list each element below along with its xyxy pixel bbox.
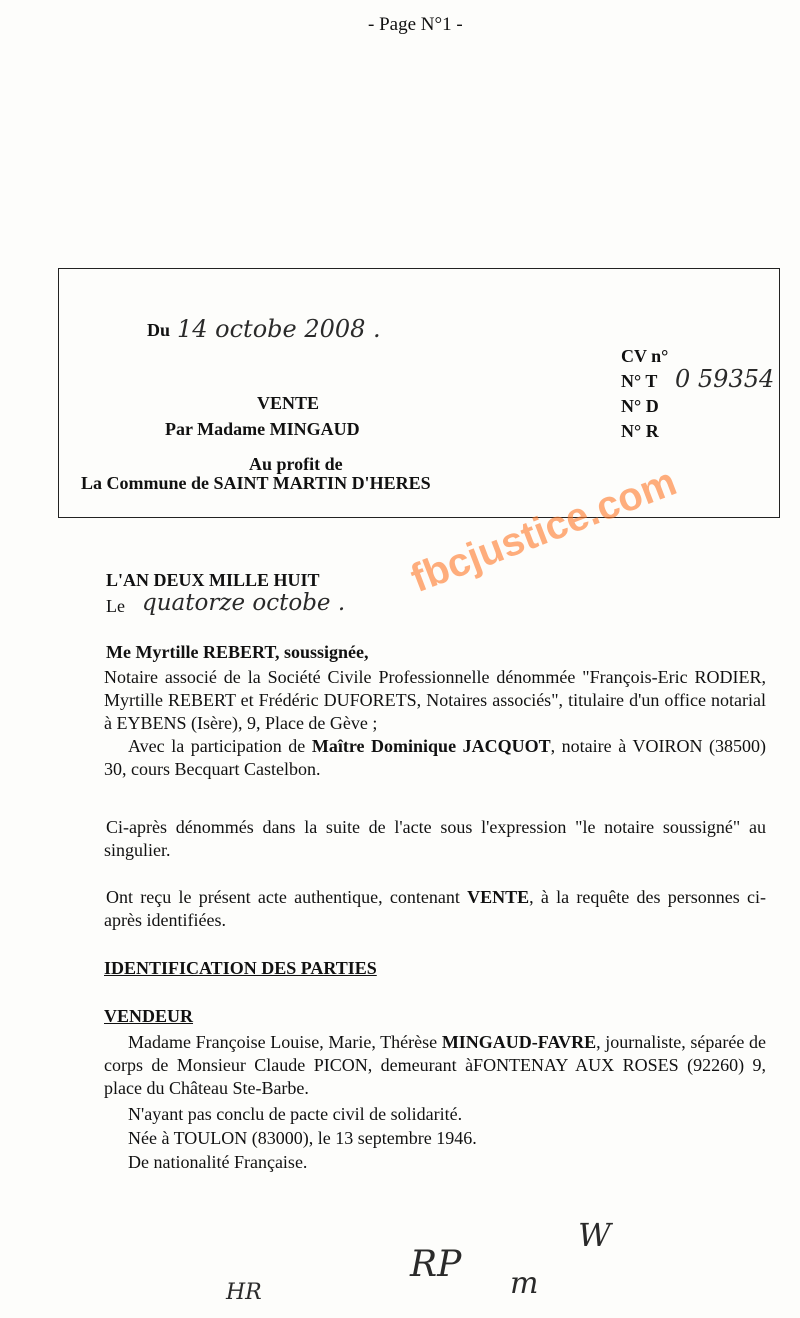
page-number: - Page N°1 - — [368, 14, 463, 35]
ref-nt: N° T — [621, 371, 658, 391]
receipt-keyword: VENTE — [467, 887, 530, 907]
participation-suffix: , notaire à VOIRON (38500) 30, cours Becquart Castelbon. — [104, 736, 766, 779]
notary-description: Notaire associé de la Société Civile Professionnelle dénommée "François-Eric RODIER, Myrtille REBERT et Frédéric DUFORETS, Notaires associés", titulaire d'un office notarial à EYBENS (Isère), 9, Place de Gève ; — [104, 667, 766, 733]
ref-nd: N° D — [621, 396, 659, 416]
seller-birth: Née à TOULON (83000), le 13 septembre 1946. — [128, 1128, 477, 1148]
seller-surname: MINGAUD-FAVRE — [441, 1032, 597, 1052]
ref-nt-handwritten: 0 59354 — [675, 365, 775, 393]
designation-paragraph: Ci-après dénommés dans la suite de l'acte sous l'expression "le notaire soussigné" au singulier. — [104, 817, 766, 860]
initials-hr: HR — [226, 1280, 262, 1305]
seller-heading: VENDEUR — [104, 1006, 194, 1026]
deed-year: L'AN DEUX MILLE HUIT — [106, 570, 320, 590]
seller-details: , journaliste, séparée de corps de Monsieur Claude PICON, demeurant àFONTENAY AUX ROSES (92260) 9, place du Château Ste-Barbe. — [104, 1032, 767, 1098]
deed-day-handwritten: quatorze octobe . — [142, 590, 346, 616]
receipt-suffix: , à la requête des personnes ci-après identifiées. — [104, 887, 766, 930]
date-prefix: Du — [147, 320, 171, 340]
ref-nr: N° R — [621, 421, 659, 441]
seller-pacs: N'ayant pas conclu de pacte civil de solidarité. — [128, 1104, 463, 1124]
handwritten-date: 14 octobe 2008 . — [177, 315, 381, 343]
seller-nationality: De nationalité Française. — [128, 1152, 308, 1172]
initials-w: W — [578, 1216, 611, 1254]
participation-name: Maître Dominique JACQUOT — [311, 736, 551, 756]
deed-by-line: Par Madame MINGAUD — [165, 419, 360, 439]
participation-prefix: Avec la participation de — [128, 736, 306, 756]
notary-name: Me Myrtille REBERT, soussignée, — [106, 642, 369, 662]
beneficiary-intro: Au profit de — [249, 454, 343, 474]
watermark-text: fbcjustice.com — [405, 459, 683, 602]
receipt-prefix: Ont reçu le présent acte authentique, contenant — [106, 887, 460, 907]
seller-given-names: Madame Françoise Louise, Marie, Thérèse — [128, 1032, 438, 1052]
deed-title: VENTE — [257, 393, 320, 413]
initials-m: m — [510, 1266, 539, 1301]
deed-day-prefix: Le — [106, 596, 125, 616]
notary-participation — [104, 735, 766, 781]
section-title: IDENTIFICATION DES PARTIES — [104, 958, 377, 978]
beneficiary-name: La Commune de SAINT MARTIN D'HERES — [81, 473, 431, 493]
receipt-paragraph — [104, 886, 766, 932]
initials-rp: RP — [410, 1244, 462, 1285]
seller-identity — [104, 1031, 766, 1100]
ref-cv: CV n° — [621, 346, 669, 366]
